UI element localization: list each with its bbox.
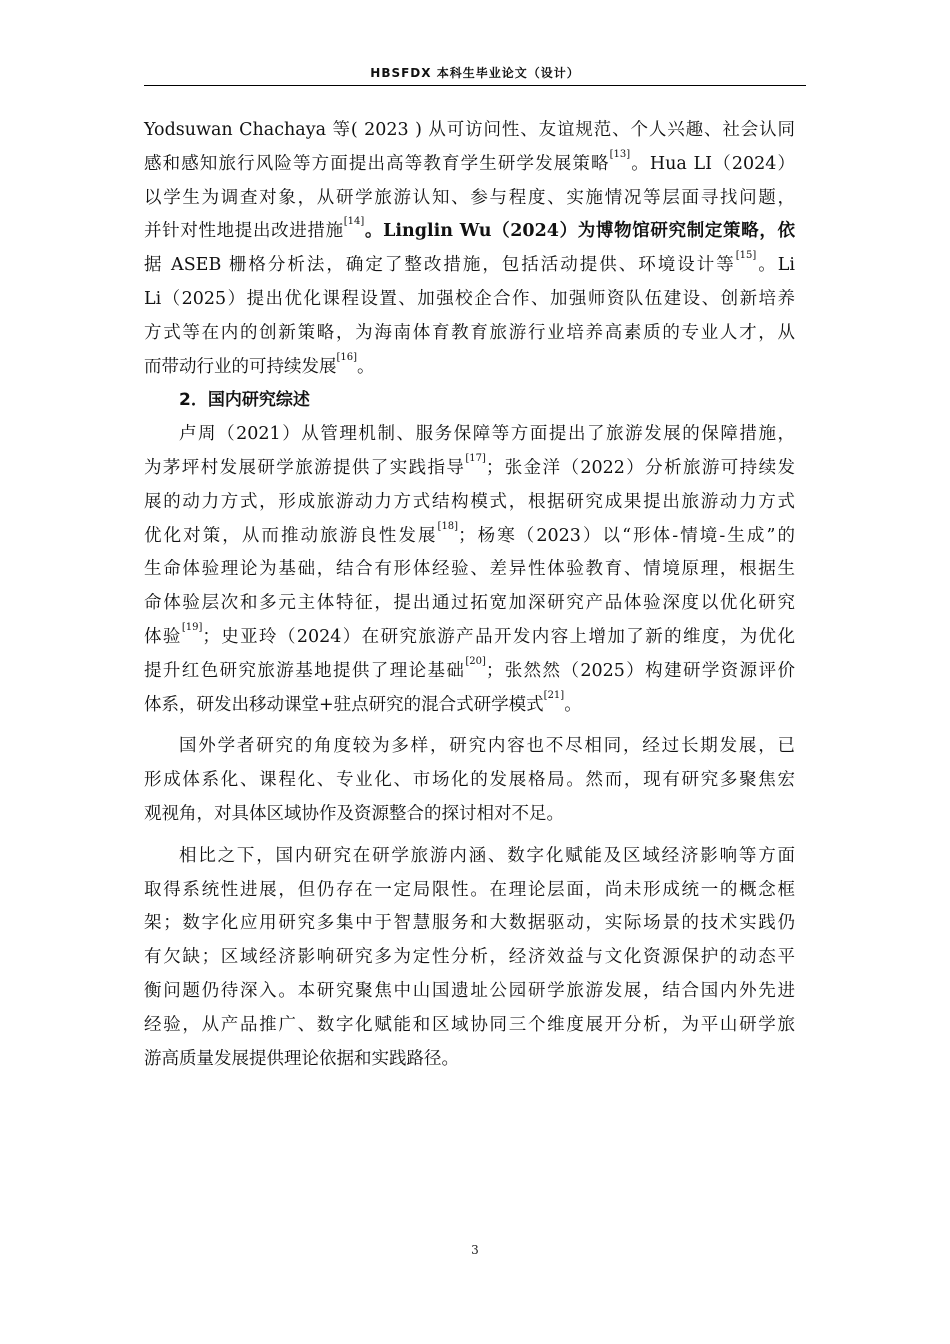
citation-ref: [21] [543, 689, 565, 701]
text-line: 优化对策，从而推动旅游良性发展[18]；杨寒（2023）以“形体-情境-生成”的 [144, 520, 796, 546]
text-line: 方式等在内的创新策略，为海南体育教育旅游行业培养高素质的专业人才，从 [144, 322, 795, 343]
citation-ref: [14] [343, 216, 365, 228]
text-line: 体验[19]；史亚玲（2024）在研究旅游产品开发内容上增加了新的维度，为优化 [144, 621, 795, 647]
citation-ref: [17] [465, 452, 486, 464]
text-line: 国外学者研究的角度较为多样，研究内容也不尽相同，经过长期发展，已 [179, 736, 795, 757]
paragraph-domestic-summary [144, 840, 795, 1077]
text-line: Yodsuwan Chachaya 等( 2023 ) 从可访问性、友谊规范、个人兴趣、社会认同 [144, 120, 795, 140]
text-line: 取得系统性进展，但仍存在一定局限性。在理论层面，尚未形成统一的概念框 [144, 879, 795, 900]
text-line: 卢周（2021）从管理机制、服务保障等方面提出了旅游发展的保障措施， [179, 424, 795, 445]
section-heading: 2．国内研究综述 [179, 390, 310, 411]
text-line: 感和感知旅行风险等方面提出高等教育学生研学发展策略[13]。Hua LI（2024） [144, 148, 796, 174]
text-line: 有欠缺；区域经济影响研究多为定性分析，经济效益与文化资源保护的动态平 [144, 947, 795, 968]
text-line: 据 ASEB 栅格分析法，确定了整改措施，包括活动提供、环境设计等[15]。Li [144, 250, 796, 276]
citation-ref: [18] [437, 520, 459, 532]
text-line: 相比之下，国内研究在研学旅游内涵、数字化赋能及区域经济影响等方面 [179, 845, 795, 866]
text-line: 提升红色研究旅游基地提供了理论基础[20]；张然然（2025）构建研学资源评价 [144, 655, 795, 681]
text-line: 形成体系化、课程化、专业化、市场化的发展格局。然而，现有研究多聚焦宏 [144, 770, 795, 791]
citation-ref: [13] [609, 148, 631, 160]
paragraph-foreign-studies [144, 114, 795, 384]
text-line: 命体验层次和多元主体特征，提出通过拓宽加深研究产品体验深度以优化研究 [144, 593, 795, 614]
citation-ref: [15] [735, 250, 757, 262]
text-line: Li（2025）提出优化课程设置、加强校企合作、加强师资队伍建设、创新培养 [144, 288, 795, 309]
page-number: 3 [471, 1243, 479, 1257]
text-line: 展的动力方式，形成旅游动力方式结构模式，根据研究成果提出旅游动力方式 [144, 491, 795, 512]
text-line: 体系，研发出移动课堂+驻点研究的混合式研学模式[21]。 [144, 689, 582, 715]
text-line: 观视角，对具体区域协作及资源整合的探讨相对不足。 [144, 803, 564, 824]
running-header: HBSFDX 本科生毕业论文（设计） [370, 66, 580, 80]
header-rule [144, 85, 806, 86]
text-line: 以学生为调查对象，从研学旅游认知、参与程度、实施情况等层面寻找问题， [144, 187, 795, 208]
text-line: 游高质量发展提供理论依据和实践路径。 [144, 1048, 459, 1069]
citation-ref: [20] [465, 655, 486, 667]
citation-ref: [19] [181, 621, 203, 633]
citation-ref: [16] [336, 351, 358, 363]
text-line: 生命体验理论为基础，结合有形体经验、差异性体验教育、情境原理，根据生 [144, 559, 795, 580]
paragraph-foreign-summary [144, 730, 795, 831]
paragraph-domestic-studies [144, 418, 795, 722]
body-text [144, 114, 795, 1076]
text-line: 衡问题仍待深入。本研究聚焦中山国遗址公园研学旅游发展，结合国内外先进 [144, 980, 795, 1001]
text-line: 并针对性地提出改进措施[14]。Linglin Wu（2024）为博物馆研究制定策略，依 [144, 216, 795, 242]
text-line: 架；数字化应用研究多集中于智慧服务和大数据驱动，实际场景的技术实践仍 [144, 913, 795, 934]
text-line: 经验，从产品推广、数字化赋能和区域协同三个维度展开分析，为平山研学旅 [144, 1014, 795, 1035]
text-line: 而带动行业的可持续发展[16]。 [144, 351, 375, 377]
text-line: 为茅坪村发展研学旅游提供了实践指导[17]；张金洋（2022）分析旅游可持续发 [144, 452, 795, 478]
